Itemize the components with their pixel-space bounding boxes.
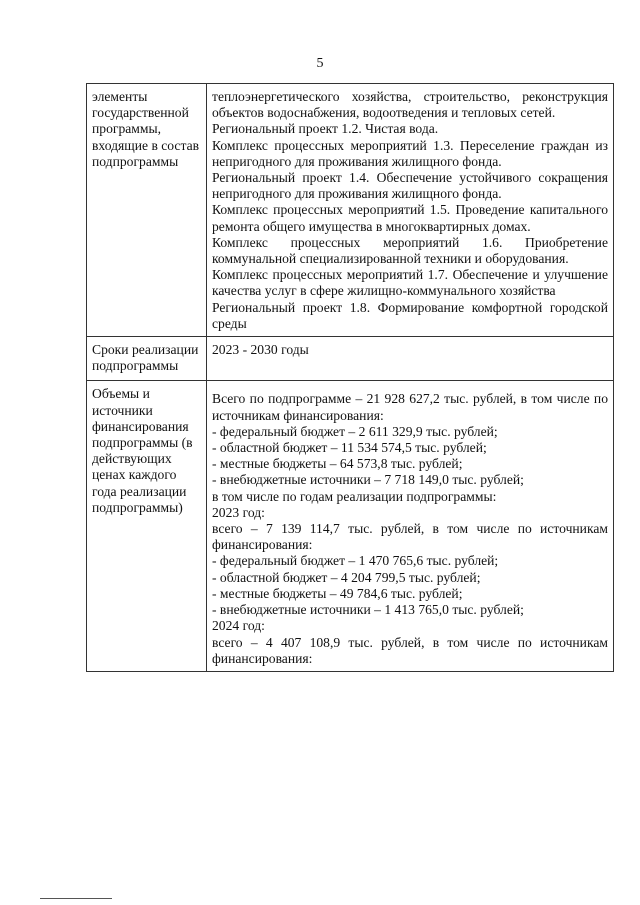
paragraph: 2024 год:	[212, 618, 265, 634]
row-label-funding: Объемы и источники финансирования подпрограммы (в действующих ценах каждого года реализации подпрограммы)	[87, 381, 207, 671]
paragraph: теплоэнергетического хозяйства, строительство, реконструкция объектов водоснабжения, водоотведения и тепловых сетей.	[212, 89, 608, 121]
paragraph: Комплекс процессных мероприятий 1.7. Обеспечение и улучшение качества услуг в сфере жилищно-коммунального хозяйства	[212, 267, 608, 299]
paragraph: 2023 год:	[212, 504, 265, 520]
paragraph: Комплекс процессных мероприятий 1.5. Проведение капитального ремонта общего имущества в многоквартирных домах.	[212, 202, 608, 234]
row-content-timeline	[207, 337, 614, 381]
paragraph: Региональный проект 1.2. Чистая вода.	[212, 121, 439, 137]
row-label-timeline: Сроки реализации подпрограммы	[87, 337, 207, 381]
paragraph: Комплекс процессных мероприятий 1.3. Переселение граждан из непригодного для проживания жилищного фонда.	[212, 137, 608, 169]
paragraph: Региональный проект 1.8. Формирование комфортной городской среды	[212, 299, 608, 331]
row-label-components: элементы государственной программы, входящие в состав подпрограммы	[87, 84, 207, 337]
table-row-components	[87, 84, 614, 337]
paragraph: - федеральный бюджет – 2 611 329,9 тыс. рублей;	[212, 423, 498, 439]
paragraph: в том числе по годам реализации подпрограммы:	[212, 488, 497, 504]
row-content-components	[207, 84, 614, 337]
paragraph: Региональный проект 1.4. Обеспечение устойчивого сокращения непригодного для проживания жилищного фонда.	[212, 170, 608, 202]
paragraph: - федеральный бюджет – 1 470 765,6 тыс. рублей;	[212, 553, 499, 569]
paragraph: 2023 - 2030 годы	[212, 342, 309, 358]
paragraph: всего – 7 139 114,7 тыс. рублей, в том числе по источникам финансирования:	[212, 521, 608, 553]
paragraph: - областной бюджет – 4 204 799,5 тыс. рублей;	[212, 569, 481, 585]
footnote-divider	[40, 898, 112, 899]
paragraph: - местные бюджеты – 64 573,8 тыс. рублей;	[212, 456, 463, 472]
paragraph: Всего по подпрограмме – 21 928 627,2 тыс. рублей, в том числе по источникам финансирования:	[212, 391, 608, 423]
paragraph: - внебюджетные источники – 1 413 765,0 тыс. рублей;	[212, 602, 524, 618]
paragraph: - областной бюджет – 11 534 574,5 тыс. рублей;	[212, 440, 487, 456]
table-row-timeline	[87, 337, 614, 381]
row-content-funding	[207, 381, 614, 671]
paragraph: - местные бюджеты – 49 784,6 тыс. рублей;	[212, 585, 463, 601]
paragraph: Комплекс процессных мероприятий 1.6. Приобретение коммунальной специализированной техники и оборудования.	[212, 234, 608, 267]
paragraph: - внебюджетные источники – 7 718 149,0 тыс. рублей;	[212, 472, 524, 488]
paragraph: всего – 4 407 108,9 тыс. рублей, в том числе по источникам финансирования:	[212, 634, 608, 666]
passport-table	[86, 83, 614, 672]
table-row-funding	[87, 381, 614, 671]
page-number: 5	[316, 56, 324, 71]
